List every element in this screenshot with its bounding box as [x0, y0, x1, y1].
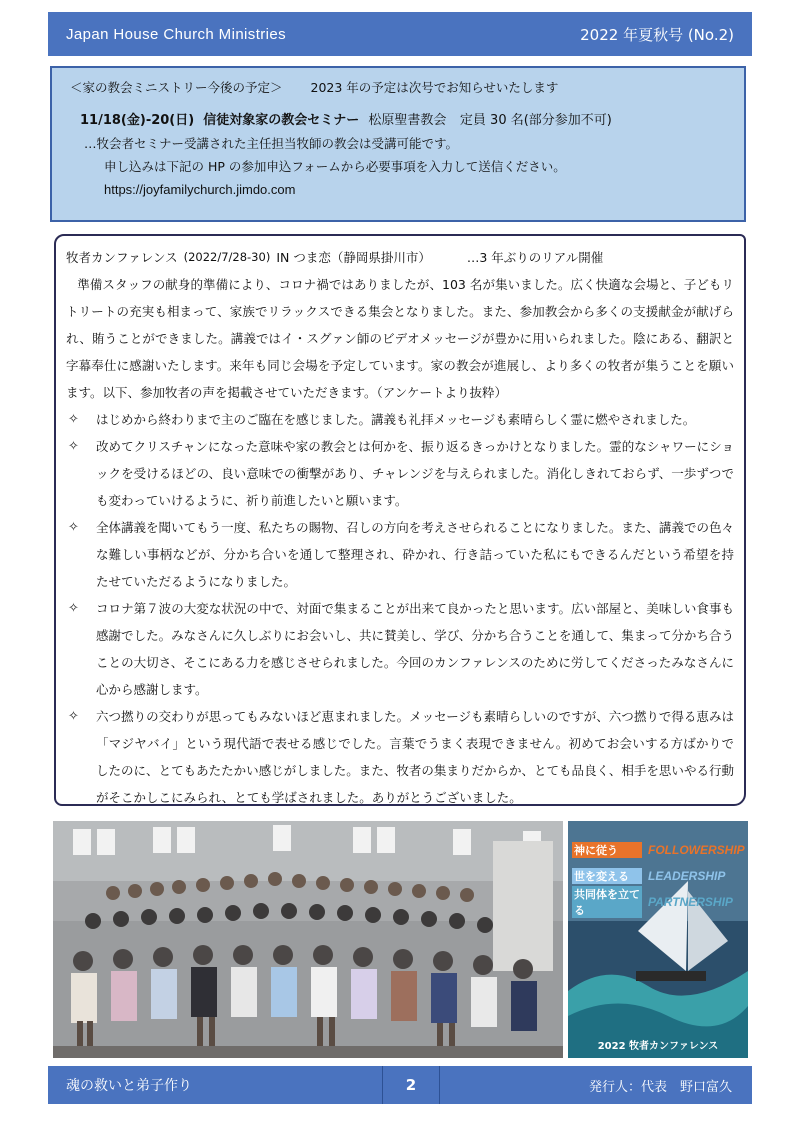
voice-item: [66, 595, 734, 703]
conference-intro: 準備スタッフの献身的準備により、コロナ禍ではありましたが、103 名が集いました。広く快適な会場と、子どもリトリートの充実も相まって、家族でリラックスできる集会となりました。また、参加教会から多くの支援献金が献げられ、賄うことができました。講義ではイ・スグァン師のビデオメッセージが豊かに用いられました。陰にある、翻訳と字幕奉仕に感謝いたします。来年も同じ会場を予定しています。家の教会が進展し、より多くの牧者が集うことを願います。以下、参加牧者の声を掲載させていただきます。（アンケートより抜粋）: [66, 277, 734, 400]
poster-band1-en: FOLLOWERSHIP: [648, 843, 745, 857]
event-eligibility: …牧会者セミナー受講された主任担当牧師の教会は受講可能です。: [84, 136, 459, 151]
poster-band1-jp: 神に従う: [572, 842, 642, 858]
voice-text: 改めてクリスチャンになった意味や家の教会とは何かを、振り返るきっかけとなりました。霊的なシャワーにショックを受けるほどの、良い意味での衝撃があり、チャレンジを与えられました。消化しきれておらず、一歩ずつでも変わっていけるように、祈り前進したいと願います。: [96, 439, 734, 508]
conference-box: [54, 234, 746, 806]
poster-band2-en: LEADERSHIP: [648, 869, 726, 883]
poster-band2-jp: 世を変える: [572, 868, 642, 884]
event-name: 信徒対象家の教会セミナー: [203, 113, 360, 128]
poster-caption: 2022 牧者カンファレンス: [597, 1041, 719, 1052]
voice-text: 全体講義を聞いてもう一度、私たちの賜物、召しの方向を考えさせられることになりました。また、講義での色々な難しい事柄などが、分かち合いを通して整理され、砕かれ、行き詰っていた私にもできるんだという希望を持たせていただるようになりました。: [96, 520, 734, 589]
voice-item: [66, 514, 734, 595]
footer-motto: 魂の救いと弟子作り: [66, 1078, 192, 1094]
voice-item: [66, 703, 734, 811]
sparkle-bullet-icon: ✧: [68, 709, 79, 724]
sparkle-bullet-icon: ✧: [68, 412, 79, 427]
voices-list: [66, 406, 734, 811]
sparkle-bullet-icon: ✧: [68, 520, 79, 535]
org-name: Japan House Church Ministries: [66, 25, 287, 43]
schedule-note-2023: 2023 年の予定は次号でお知らせいたします: [310, 80, 559, 95]
poster-band3-jp: 共同体を立てる: [574, 888, 640, 917]
poster-band-partnership: [572, 888, 746, 917]
voice-item: [66, 433, 734, 514]
conference-dates: (2022/7/28-30): [183, 250, 271, 264]
sparkle-bullet-icon: ✧: [68, 601, 79, 616]
page-number: 2: [405, 1076, 417, 1094]
voice-text: はじめから終わりまで主のご臨在を感じました。講義も礼拝メッセージも素晴らしく霊に燃やされました。: [96, 412, 696, 427]
event-apply: 申し込みは下記の HP の参加申込フォームから必要事項を入力して送信ください。: [104, 159, 566, 174]
poster-band3-en: PARTNERSHIP: [648, 895, 733, 909]
footer-bar: [48, 1066, 752, 1104]
poster-band-leadership: [572, 865, 746, 887]
event-capacity: 定員 30 名(部分参加不可): [459, 113, 612, 128]
schedule-heading: ＜家の教会ミニストリー今後の予定＞: [70, 80, 283, 95]
poster-band-followership: [572, 839, 746, 861]
conference-name: 牧者カンファレンス: [66, 250, 178, 265]
event-date: 11/18(金)-20(日): [80, 113, 195, 128]
sparkle-bullet-icon: ✧: [68, 439, 79, 454]
event-venue: 松原聖書教会: [368, 113, 447, 128]
footer-publisher: 発行人：代表 野口富久: [588, 1079, 732, 1095]
conference-poster: [568, 821, 748, 1058]
voice-text: コロナ第７波の大変な状況の中で、対面で集まることが出来て良かったと思います。広い部屋と、美味しい食事も感謝でした。みなさんに久しぶりにお会いし、共に賛美し、学び、分かち合うことを通して、集まって分かち合うことの大切さ、そこにある力を感じさせられました。今回のカンファレンスのために労してくださったみなさんに心から感謝します。: [96, 601, 734, 697]
header-bar: [48, 12, 752, 56]
voice-text: 六つ撚りの交わりが思ってもみないほど恵まれました。メッセージも素晴らしいのですが、六つ撚りで得る恵みは「マジヤバイ」という現代語で表せる感じでした。言葉でうまく表現できません。初めてお会いする方ばかりでしたのに、とてもあたたかい感じがしました。また、牧者の集まりだからか、とても品良く、相手を思いやる行動がそこかしこにみられ、とても学ばされました。ありがとうございました。: [96, 709, 734, 805]
conference-place: IN つま恋（静岡県掛川市）: [276, 250, 431, 265]
issue-label: 2022 年夏秋号 (No.2): [580, 25, 734, 44]
event-line: [70, 109, 726, 132]
schedule-box: [50, 66, 746, 222]
voice-item: [66, 406, 734, 433]
conference-tail: …3 年ぶりのリアル開催: [466, 250, 604, 265]
conference-title: [66, 244, 734, 271]
group-photo-image: [53, 821, 563, 1058]
group-photo: [53, 821, 563, 1058]
event-url[interactable]: https://joyfamilychurch.jimdo.com: [104, 182, 296, 197]
